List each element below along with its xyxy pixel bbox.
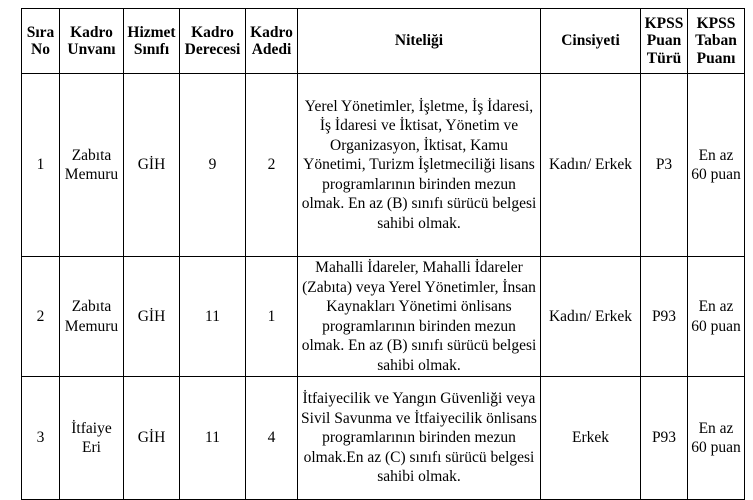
cell-kadro-derecesi: 11 bbox=[180, 257, 246, 377]
header-row bbox=[22, 9, 745, 74]
cell-kpss-puan-turu: P93 bbox=[641, 257, 688, 377]
header-kpss-taban-puani: KPSS Taban Puanı bbox=[688, 9, 745, 74]
cell-kadro-derecesi: 11 bbox=[180, 377, 246, 500]
table-row bbox=[22, 74, 745, 257]
cell-niteligi: Yerel Yönetimler, İşletme, İş İdaresi, İş İdaresi ve İktisat, Yönetim ve Organizasyon, İktisat, Kamu Yönetimi, Turizm İşletmeciliği lisans programlarının birinden mezun olmak. En az (B) sınıfı sürücü belgesi sahibi olmak. bbox=[298, 74, 541, 257]
cell-kpss-taban-puani: En az 60 puan bbox=[688, 377, 745, 500]
header-niteligi: Niteliği bbox=[298, 9, 541, 74]
header-kpss-puan-turu: KPSS Puan Türü bbox=[641, 9, 688, 74]
cell-hizmet-sinifi: GİH bbox=[124, 257, 180, 377]
cell-niteligi: İtfaiyecilik ve Yangın Güvenliği veya Sivil Savunma ve İtfaiyecilik önlisans programlarının birinden mezun olmak.En az (C) sınıfı sürücü belgesi sahibi olmak. bbox=[298, 377, 541, 500]
cell-kadro-adedi: 1 bbox=[246, 257, 298, 377]
header-cinsiyeti: Cinsiyeti bbox=[541, 9, 641, 74]
cell-kpss-taban-puani: En az 60 puan bbox=[688, 257, 745, 377]
header-kadro-adedi: Kadro Adedi bbox=[246, 9, 298, 74]
cell-kadro-unvani: Zabıta Memuru bbox=[60, 74, 124, 257]
cell-hizmet-sinifi: GİH bbox=[124, 74, 180, 257]
table-row bbox=[22, 377, 745, 500]
header-hizmet-sinifi: Hizmet Sınıfı bbox=[124, 9, 180, 74]
cell-kpss-taban-puani: En az 60 puan bbox=[688, 74, 745, 257]
table-row bbox=[22, 257, 745, 377]
cell-kadro-unvani: Zabıta Memuru bbox=[60, 257, 124, 377]
header-sira-no: Sıra No bbox=[22, 9, 60, 74]
cell-kadro-derecesi: 9 bbox=[180, 74, 246, 257]
cell-kadro-adedi: 2 bbox=[246, 74, 298, 257]
header-kadro-unvani: Kadro Unvanı bbox=[60, 9, 124, 74]
cell-cinsiyeti: Kadın/ Erkek bbox=[541, 74, 641, 257]
cell-kpss-puan-turu: P3 bbox=[641, 74, 688, 257]
cell-hizmet-sinifi: GİH bbox=[124, 377, 180, 500]
cell-sira-no: 2 bbox=[22, 257, 60, 377]
kadro-table bbox=[21, 8, 745, 500]
header-kadro-derecesi: Kadro Derecesi bbox=[180, 9, 246, 74]
cell-sira-no: 3 bbox=[22, 377, 60, 500]
cell-kadro-adedi: 4 bbox=[246, 377, 298, 500]
cell-cinsiyeti: Kadın/ Erkek bbox=[541, 257, 641, 377]
cell-kpss-puan-turu: P93 bbox=[641, 377, 688, 500]
cell-kadro-unvani: İtfaiye Eri bbox=[60, 377, 124, 500]
cell-niteligi: Mahalli İdareler, Mahalli İdareler (Zabıta) veya Yerel Yönetimler, İnsan Kaynakları Yönetimi önlisans programlarının birinden mezun olmak. En az (B) sınıfı sürücü belgesi sahibi olmak. bbox=[298, 257, 541, 377]
cell-cinsiyeti: Erkek bbox=[541, 377, 641, 500]
cell-sira-no: 1 bbox=[22, 74, 60, 257]
